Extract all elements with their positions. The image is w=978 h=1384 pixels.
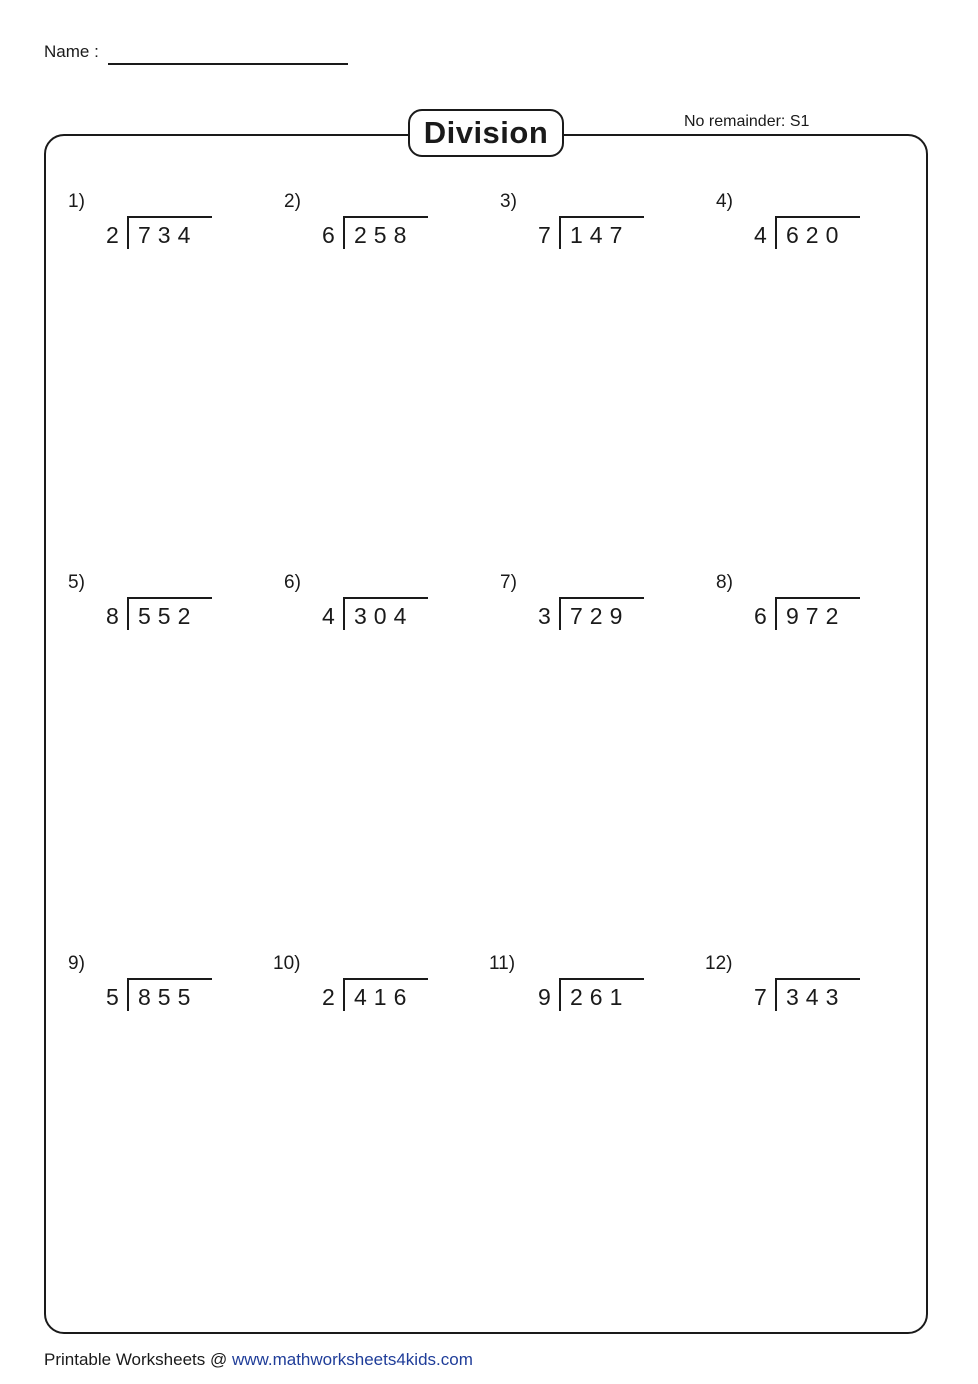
dividend: 855 — [138, 984, 198, 1010]
problem-number: 11) — [489, 953, 516, 974]
problem-number: 1) — [68, 191, 85, 212]
worksheet-title: Division — [408, 109, 564, 157]
divisor: 2 — [106, 222, 119, 248]
dividend: 304 — [354, 603, 414, 629]
divisor: 5 — [106, 984, 119, 1010]
problem-number: 6) — [284, 572, 301, 593]
footer-text: Printable Worksheets @ — [44, 1350, 232, 1369]
division-problem-7 — [500, 572, 700, 652]
dividend: 972 — [786, 603, 846, 629]
division-problem-11 — [489, 953, 700, 1033]
divisor: 2 — [322, 984, 335, 1010]
divisor: 6 — [322, 222, 335, 248]
divisor: 7 — [538, 222, 551, 248]
division-problem-8 — [716, 572, 916, 652]
divisor: 7 — [754, 984, 767, 1010]
divisor: 4 — [322, 603, 335, 629]
problem-number: 2) — [284, 191, 301, 212]
division-problem-3 — [500, 191, 700, 271]
problem-number: 9) — [68, 953, 85, 974]
divisor: 6 — [754, 603, 767, 629]
division-problem-9 — [68, 953, 268, 1033]
dividend: 258 — [354, 222, 414, 248]
problem-number: 4) — [716, 191, 733, 212]
problem-number: 7) — [500, 572, 517, 593]
division-problem-1 — [68, 191, 268, 271]
divisor: 4 — [754, 222, 767, 248]
division-problem-10 — [273, 953, 484, 1033]
problem-number: 12) — [705, 953, 733, 974]
division-problem-4 — [716, 191, 916, 271]
division-problem-12 — [705, 953, 916, 1033]
division-problem-5 — [68, 572, 268, 652]
dividend: 734 — [138, 222, 198, 248]
problem-number: 5) — [68, 572, 85, 593]
worksheet-frame — [44, 134, 928, 1334]
name-line[interactable] — [108, 63, 348, 65]
dividend: 147 — [570, 222, 630, 248]
problem-number: 8) — [716, 572, 733, 593]
divisor: 3 — [538, 603, 551, 629]
divisor: 8 — [106, 603, 119, 629]
dividend: 343 — [786, 984, 846, 1010]
problem-number: 10) — [273, 953, 301, 974]
name-label: Name : — [44, 42, 99, 61]
dividend: 416 — [354, 984, 414, 1010]
dividend: 261 — [570, 984, 630, 1010]
division-problem-6 — [284, 572, 484, 652]
division-problem-2 — [284, 191, 484, 271]
worksheet-subtitle: No remainder: S1 — [684, 113, 810, 130]
footer-link[interactable]: www.mathworksheets4kids.com — [231, 1350, 473, 1369]
problem-number: 3) — [500, 191, 517, 212]
footer — [44, 1350, 473, 1370]
dividend: 552 — [138, 603, 198, 629]
dividend: 729 — [570, 603, 630, 629]
divisor: 9 — [538, 984, 551, 1010]
dividend: 620 — [786, 222, 846, 248]
